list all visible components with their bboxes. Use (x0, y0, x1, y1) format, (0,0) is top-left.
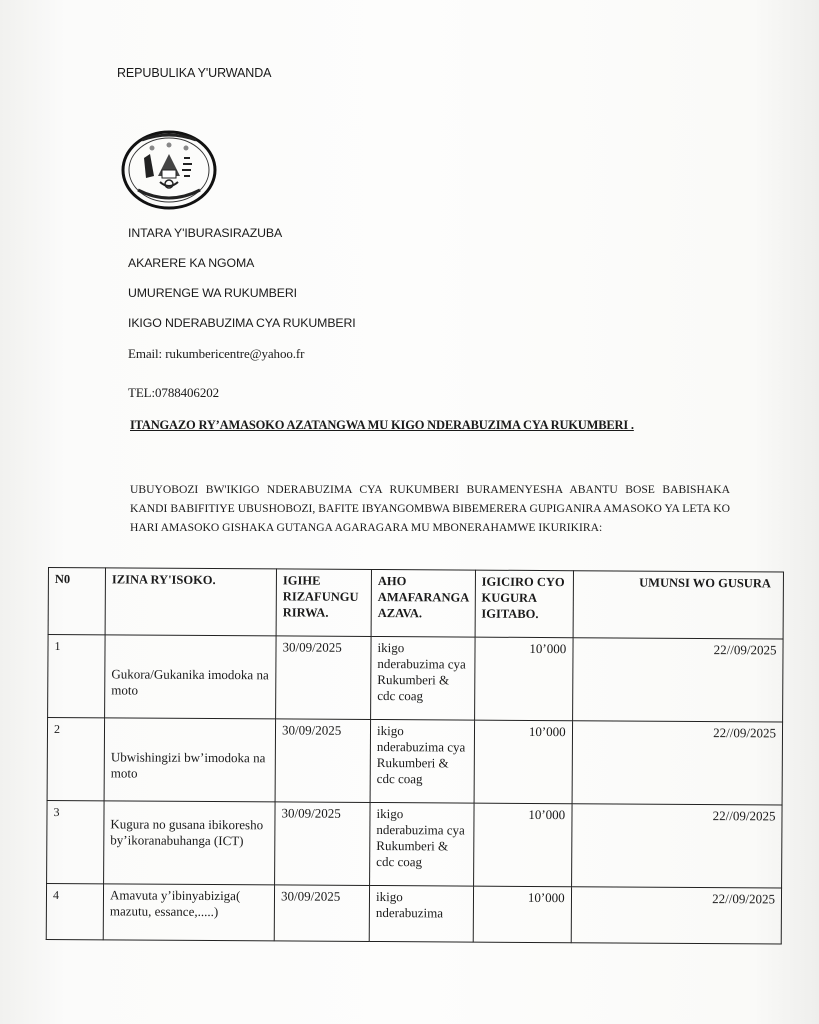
cell-where: ikigo nderabuzima cya Rukumberi & cdc coag (371, 636, 475, 720)
country-heading: REPUBULIKA Y'URWANDA (117, 66, 272, 80)
phone-line: TEL:0788406202 (128, 385, 220, 400)
province-line: INTARA Y'IBURASIRAZUBA (128, 226, 283, 240)
tenders-table (46, 567, 784, 944)
cell-date: 22//09/2025 (571, 804, 782, 888)
cell-name-text: Ubwishingizi bw’imodoka na moto (110, 749, 266, 781)
cell-name-text: Kugura no gusana ibikoresho by’ikoranabuhanga (ICT) (110, 816, 264, 849)
notice-intro: UBUYOBOZI BW'IKIGO NDERABUZIMA CYA RUKUMBERI BURAMENYESHA ABANTU BOSE BABISHAKA KANDI BABIFITIYE UBUSHOBOZI, BAFITE IBYANGOMBWA BIBEMERERA GUPIGANIRA AMASOKO YA LETA KO HARI AMASOKO GISHAKA GUTANGA AGARAGARA MU MBONERAHAMWE IKURIKIRA: (130, 483, 730, 534)
header-no: N0 (48, 568, 105, 635)
table-row (48, 635, 783, 722)
email-line: Email: rukumbericentre@yahoo.fr (128, 346, 305, 361)
table-row (46, 883, 781, 943)
cell-deadline: 30/09/2025 (276, 636, 372, 720)
health-center-line: IKIGO NDERABUZIMA CYA RUKUMBERI (128, 316, 356, 330)
header-price: IGICIRO CYO KUGURA IGITABO. (475, 570, 573, 638)
rwanda-coat-of-arms-icon (120, 128, 218, 212)
cell-name: Amavuta y’ibinyabiziga( mazutu, essance,.....) (103, 884, 274, 941)
cell-name (104, 718, 276, 802)
cell-where: ikigo nderabuzima cya Rukumberi & cdc coag (370, 802, 474, 886)
cell-no: 4 (46, 883, 103, 939)
district-line: AKARERE KA NGOMA (128, 256, 255, 270)
cell-name (104, 801, 276, 885)
cell-name (105, 635, 277, 719)
header-date: UMUNSI WO GUSURA (573, 571, 784, 639)
cell-deadline: 30/09/2025 (274, 885, 369, 942)
cell-where: ikigo nderabuzima (369, 885, 473, 942)
cell-no: 1 (48, 635, 106, 718)
notice-title: ITANGAZO RY’AMASOKO AZATANGWA MU KIGO NDERABUZIMA CYA RUKUMBERI . (130, 418, 634, 432)
cell-price: 10’000 (473, 886, 571, 943)
cell-name-text: Gukora/Gukanika imodoka na moto (111, 666, 269, 698)
cell-price: 10’000 (473, 803, 572, 887)
header-deadline: IGIHE RIZAFUNGU RIRWA. (276, 569, 371, 637)
cell-date: 22//09/2025 (572, 638, 783, 722)
cell-no: 2 (47, 718, 105, 801)
cell-where: ikigo nderabuzima cya Rukumberi & cdc coag (370, 719, 474, 803)
table-header-row (48, 568, 783, 639)
cell-price: 10’000 (474, 720, 573, 804)
cell-date: 22//09/2025 (571, 887, 782, 944)
table-row (47, 718, 782, 805)
sector-line: UMURENGE WA RUKUMBERI (128, 286, 297, 300)
cell-date: 22//09/2025 (572, 721, 783, 805)
cell-no: 3 (47, 800, 105, 883)
table-row (47, 800, 782, 887)
cell-price: 10’000 (474, 637, 573, 721)
cell-deadline: 30/09/2025 (275, 719, 371, 803)
cell-deadline: 30/09/2025 (275, 802, 371, 886)
header-where: AHO AMAFARANGA AZAVA. (371, 569, 475, 637)
header-name: IZINA RY'ISOKO. (105, 568, 276, 636)
